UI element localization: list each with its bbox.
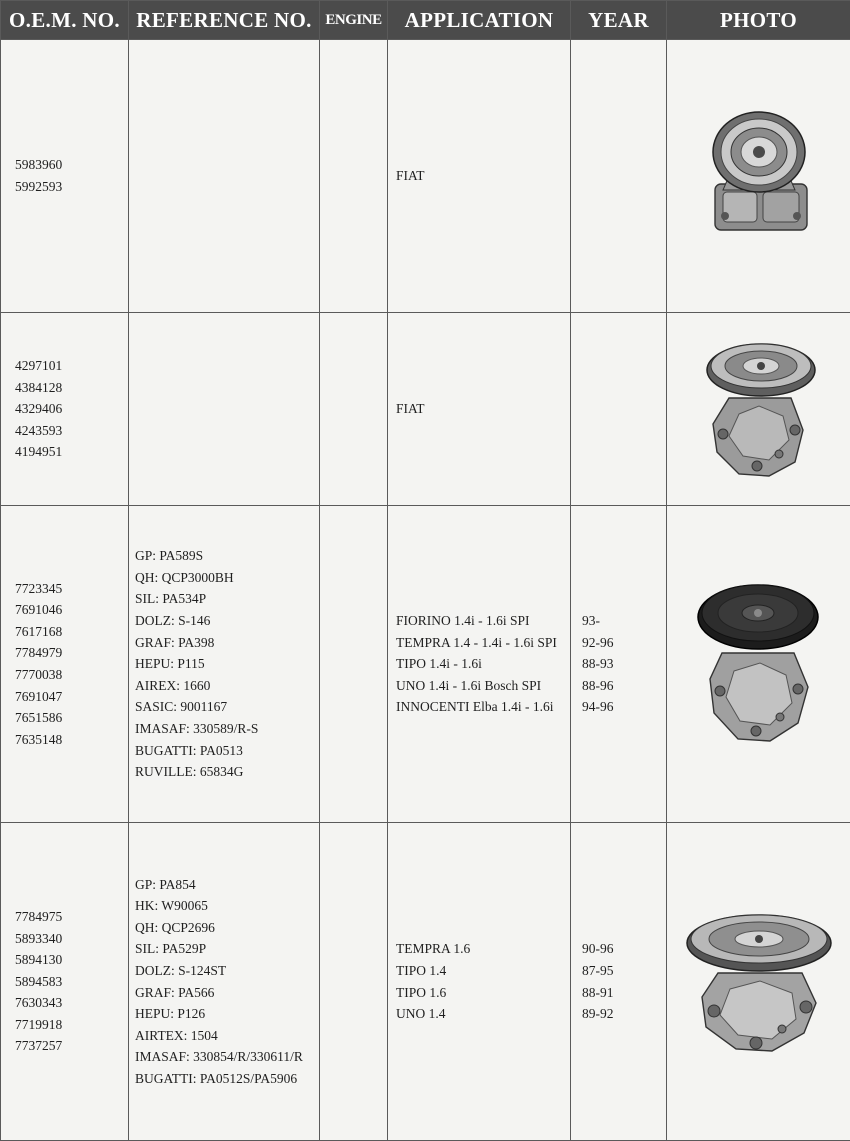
oem-number: 7691047 xyxy=(15,688,63,704)
application-cell xyxy=(388,823,571,1141)
photo-cell xyxy=(667,823,850,1141)
reference-item: HEPU: P126 xyxy=(135,1006,206,1022)
table-row xyxy=(1,40,850,313)
photo-cell xyxy=(667,40,850,313)
application-item: TIPO 1.6 xyxy=(396,984,447,1000)
oem-number: 7737257 xyxy=(15,1038,63,1054)
water-pump-image xyxy=(684,907,834,1057)
application-item: FIAT xyxy=(396,168,425,184)
reference-cell xyxy=(129,313,320,506)
year-item: 90-96 xyxy=(582,941,614,957)
application-cell xyxy=(388,506,571,823)
oem-number: 7617168 xyxy=(15,623,63,639)
table-row xyxy=(1,823,850,1141)
engine-cell xyxy=(320,506,388,823)
year-item: 87-95 xyxy=(582,962,614,978)
year-item: 88-96 xyxy=(582,677,614,693)
table-row xyxy=(1,313,850,506)
reference-item: SIL: PA529P xyxy=(135,941,207,957)
year-item: 93- xyxy=(582,613,600,629)
reference-item: QH: QCP2696 xyxy=(135,919,215,935)
water-pump-image xyxy=(699,334,819,484)
reference-item: DOLZ: S-146 xyxy=(135,613,211,629)
year-cell xyxy=(571,40,667,313)
oem-number: 5992593 xyxy=(15,179,63,194)
header-engine: ENGINE xyxy=(320,1,388,40)
oem-number: 5894130 xyxy=(15,952,63,968)
year-cell xyxy=(571,823,667,1141)
water-pump-image xyxy=(699,106,819,246)
oem-number: 4384128 xyxy=(15,379,63,395)
engine-cell xyxy=(320,313,388,506)
year-cell xyxy=(571,506,667,823)
oem-number: 7719918 xyxy=(15,1016,63,1032)
photo-cell xyxy=(667,313,850,506)
oem-number: 4243593 xyxy=(15,422,63,438)
oem-number: 7770038 xyxy=(15,667,63,682)
oem-number: 5983960 xyxy=(15,157,63,173)
oem-number: 4329406 xyxy=(15,401,63,417)
reference-cell xyxy=(129,40,320,313)
photo-cell xyxy=(667,506,850,823)
application-item: FIORINO 1.4i - 1.6i SPI xyxy=(396,613,530,629)
engine-cell xyxy=(320,823,388,1141)
engine-cell xyxy=(320,40,388,313)
year-item: 94-96 xyxy=(582,699,614,715)
application-item: TIPO 1.4 xyxy=(396,962,447,978)
reference-item: DOLZ: S-124ST xyxy=(135,962,227,978)
application-item: UNO 1.4i - 1.6i Bosch SPI xyxy=(396,677,542,693)
reference-item: HEPU: P115 xyxy=(135,656,205,672)
reference-item: IMASAF: 330854/R/330611/R xyxy=(135,1049,303,1065)
oem-cell xyxy=(1,823,129,1141)
oem-number: 4194951 xyxy=(15,444,63,460)
application-item: TEMPRA 1.6 xyxy=(396,941,471,957)
application-cell xyxy=(388,40,571,313)
oem-number: 7630343 xyxy=(15,995,63,1011)
reference-item: BUGATTI: PA0513 xyxy=(135,742,243,758)
year-item: 88-93 xyxy=(582,656,614,672)
oem-number: 5893340 xyxy=(15,930,63,946)
reference-item: IMASAF: 330589/R-S xyxy=(135,720,259,736)
reference-cell xyxy=(129,823,320,1141)
header-year: YEAR xyxy=(571,1,667,40)
application-cell xyxy=(388,313,571,506)
application-item: INNOCENTI Elba 1.4i - 1.6i xyxy=(396,699,554,715)
year-item: 88-91 xyxy=(582,984,614,1000)
oem-number: 7651586 xyxy=(15,710,63,726)
reference-item: SIL: PA534P xyxy=(135,591,207,607)
application-item: TEMPRA 1.4 - 1.4i - 1.6i SPI xyxy=(396,634,557,650)
table-row xyxy=(1,506,850,823)
oem-cell xyxy=(1,506,129,823)
reference-item: AIRTEX: 1504 xyxy=(135,1027,218,1043)
reference-item: RUVILLE: 65834G xyxy=(135,764,244,780)
oem-number: 7691046 xyxy=(15,602,63,618)
oem-number: 7723345 xyxy=(15,580,63,596)
year-item: 92-96 xyxy=(582,634,614,650)
year-item: 89-92 xyxy=(582,1006,614,1022)
year-cell xyxy=(571,313,667,506)
header-application: APPLICATION xyxy=(388,1,571,40)
reference-item: BUGATTI: PA0512S/PA5906 xyxy=(135,1070,298,1086)
reference-item: SASIC: 9001167 xyxy=(135,699,228,715)
reference-item: GP: PA854 xyxy=(135,876,196,892)
reference-item: HK: W90065 xyxy=(135,898,208,914)
oem-number: 7784975 xyxy=(15,908,63,924)
water-pump-image xyxy=(694,579,824,749)
oem-number: 7635148 xyxy=(15,731,63,747)
reference-item: GRAF: PA398 xyxy=(135,634,215,650)
reference-item: GRAF: PA566 xyxy=(135,984,215,1000)
header-oem-no: O.E.M. NO. xyxy=(1,1,129,40)
reference-item: QH: QCP3000BH xyxy=(135,569,234,585)
reference-cell xyxy=(129,506,320,823)
application-item: TIPO 1.4i - 1.6i xyxy=(396,656,482,672)
header-row xyxy=(1,1,850,40)
header-reference-no: REFERENCE NO. xyxy=(129,1,320,40)
oem-number: 5894583 xyxy=(15,973,63,989)
oem-number: 4297101 xyxy=(15,358,63,374)
reference-item: GP: PA589S xyxy=(135,548,204,564)
oem-cell xyxy=(1,40,129,313)
application-item: FIAT xyxy=(396,401,425,417)
application-item: UNO 1.4 xyxy=(396,1006,446,1022)
oem-cell xyxy=(1,313,129,506)
header-photo: PHOTO xyxy=(667,1,850,40)
reference-item: AIREX: 1660 xyxy=(135,677,211,693)
oem-number: 7784979 xyxy=(15,645,63,661)
